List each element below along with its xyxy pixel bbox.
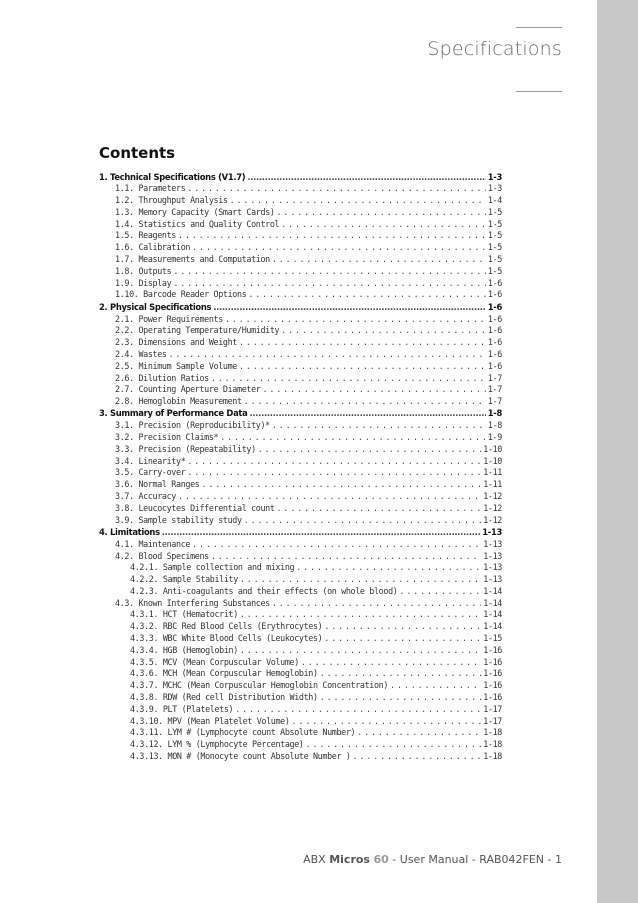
toc-entry-title: 4.3.1. HCT (Hematocrit) — [130, 609, 238, 620]
toc-entry-title: 4.2.1. Sample collection and mixing — [130, 562, 295, 573]
toc-leader-dots — [272, 254, 486, 266]
toc-leader-dots — [353, 751, 482, 763]
toc-entry-title: 4.3.7. MCHC (Mean Corpuscular Hemoglobin Concentration) — [130, 680, 389, 691]
toc-leader-dots — [240, 574, 481, 586]
toc-entry[interactable] — [99, 278, 502, 290]
toc-leader-dots — [173, 278, 486, 290]
toc-entry[interactable] — [99, 751, 502, 763]
toc-page-number: 1-18 — [483, 727, 502, 738]
toc-leader-dots — [306, 739, 482, 751]
toc-page-number: 1-17 — [483, 715, 502, 726]
toc-leader-dots — [211, 373, 486, 385]
toc-entry[interactable] — [99, 680, 502, 692]
toc-page-number: 1-13 — [483, 538, 502, 549]
toc-page-number: 1-10 — [483, 443, 502, 454]
toc-entry-title: 3. Summary of Performance Data — [99, 408, 248, 419]
toc-entry[interactable] — [99, 739, 502, 751]
toc-leader-dots — [258, 444, 481, 456]
toc-entry[interactable] — [99, 195, 502, 207]
toc-entry[interactable] — [99, 574, 502, 586]
toc-entry[interactable] — [99, 586, 502, 598]
toc-entry-title: 1.6. Calibration — [115, 242, 191, 253]
toc-entry-title: 3.4. Linearity* — [115, 455, 186, 466]
toc-leader-dots — [272, 598, 481, 610]
toc-entry[interactable] — [99, 668, 502, 680]
toc-entry-title: 4.3.4. HGB (Hemoglobin) — [130, 644, 238, 655]
toc-entry-title: 4.3.11. LYM # (Lymphocyte count Absolute Number) — [130, 727, 356, 738]
toc-page-number: 1-5 — [487, 265, 502, 276]
toc-entry-title: 2. Physical Specifications — [99, 301, 212, 312]
toc-entry-title: 2.2. Operating Temperature/Humidity — [115, 325, 280, 336]
toc-entry[interactable] — [99, 396, 502, 408]
toc-entry-title: 1. Technical Specifications (V1.7) — [99, 171, 246, 182]
toc-chapter-entry[interactable] — [99, 527, 502, 539]
toc-leader-dots — [162, 527, 480, 539]
toc-leader-dots — [249, 408, 485, 420]
toc-page-number: 1-16 — [483, 644, 502, 655]
header-rule-bottom — [516, 91, 562, 92]
toc-entry-title: 4.3.5. MCV (Mean Corpuscular Volume) — [130, 656, 299, 667]
page-footer — [303, 853, 562, 866]
toc-entry-title: 4.2.2. Sample Stability — [130, 574, 238, 585]
toc-page-number: 1-11 — [483, 467, 502, 478]
toc-entry-title: 1.5. Reagents — [115, 230, 176, 241]
toc-entry-title: 4. Limitations — [99, 526, 160, 537]
toc-entry[interactable] — [99, 562, 502, 574]
toc-leader-dots — [244, 515, 482, 527]
toc-page-number: 1-13 — [483, 574, 502, 585]
toc-page-number: 1-16 — [483, 656, 502, 667]
toc-leader-dots — [281, 325, 486, 337]
toc-entry-title: 3.3. Precision (Repeatability) — [115, 443, 256, 454]
toc-leader-dots — [240, 609, 481, 621]
toc-entry-title: 1.10. Barcode Reader Options — [115, 289, 247, 300]
toc-page-number: 1-3 — [487, 183, 502, 194]
toc-entry[interactable] — [99, 254, 502, 266]
toc-chapter-entry[interactable] — [99, 172, 502, 184]
toc-entry-title: 4.3.6. MCH (Mean Corpuscular Hemoglobin) — [130, 668, 318, 679]
toc-leader-dots — [187, 467, 481, 479]
toc-leader-dots — [225, 314, 486, 326]
toc-page-number: 1-12 — [483, 502, 502, 513]
toc-entry-title: 4.2.3. Anti-coagulants and their effects (on whole blood) — [130, 585, 398, 596]
toc-entry[interactable] — [99, 633, 502, 645]
toc-page-number: 1-14 — [483, 621, 502, 632]
toc-leader-dots — [324, 633, 481, 645]
toc-entry-title: 4.3.9. PLT (Platelets) — [130, 703, 234, 714]
toc-entry[interactable] — [99, 598, 502, 610]
toc-entry[interactable] — [99, 645, 502, 657]
toc-page-number: 1-6 — [487, 277, 502, 288]
toc-entry[interactable] — [99, 314, 502, 326]
toc-page-number: 1-15 — [483, 633, 502, 644]
toc-entry-title: 4.3.10. MPV (Mean Platelet Volume) — [130, 715, 290, 726]
toc-leader-dots — [244, 396, 486, 408]
toc-leader-dots — [201, 479, 481, 491]
toc-page-number: 1-14 — [483, 585, 502, 596]
toc-page-number: 1-5 — [487, 242, 502, 253]
toc-entry-title: 4.3.3. WBC White Blood Cells (Leukocytes) — [130, 633, 323, 644]
toc-entry-title: 4.3.12. LYM % (Lymphocyte Percentage) — [130, 739, 304, 750]
toc-page-number: 1-13 — [482, 526, 502, 537]
toc-entry-title: 3.2. Precision Claims* — [115, 432, 219, 443]
toc-entry[interactable] — [99, 551, 502, 563]
toc-page-number: 1-5 — [487, 230, 502, 241]
footer-brand-name: Micros — [329, 853, 370, 866]
toc-entry-title: 2.6. Dilution Ratios — [115, 372, 209, 383]
toc-page-number: 1-14 — [483, 597, 502, 608]
toc-entry-title: 3.8. Leucocytes Differential count — [115, 502, 275, 513]
toc-entry[interactable] — [99, 491, 502, 503]
toc-entry-title: 3.7. Accuracy — [115, 491, 176, 502]
toc-page-number: 1-5 — [487, 254, 502, 265]
toc-page-number: 1-13 — [483, 562, 502, 573]
toc-chapter-entry[interactable] — [99, 302, 502, 314]
toc-entry-title: 2.5. Minimum Sample Volume — [115, 360, 237, 371]
toc-leader-dots — [230, 195, 486, 207]
toc-page-number: 1-11 — [483, 479, 502, 490]
toc-entry-title: 4.3.2. RBC Red Blood Cells (Erythrocytes) — [130, 621, 323, 632]
toc-entry[interactable] — [99, 361, 502, 373]
toc-entry-title: 2.3. Dimensions and Weight — [115, 337, 237, 348]
toc-leader-dots — [239, 361, 486, 373]
footer-brand-number: 60 — [373, 853, 389, 866]
toc-entry-title: 1.1. Parameters — [115, 183, 186, 194]
toc-leader-dots — [277, 207, 486, 219]
toc-page-number: 1-6 — [487, 348, 502, 359]
toc-page-number: 1-18 — [483, 739, 502, 750]
toc-entry[interactable] — [99, 704, 502, 716]
toc-leader-dots — [239, 337, 486, 349]
toc-page-number: 1-6 — [487, 337, 502, 348]
toc-entry-title: 3.9. Sample stability study — [115, 514, 242, 525]
toc-page-number: 1-9 — [487, 432, 502, 443]
toc-entry[interactable] — [99, 515, 502, 527]
header-rule-top — [516, 27, 562, 28]
toc-entry[interactable] — [99, 479, 502, 491]
toc-leader-dots — [213, 302, 486, 314]
toc-entry[interactable] — [99, 621, 502, 633]
footer-manual-ref: - User Manual - RAB042FEN - 1 — [392, 853, 562, 866]
toc-page-number: 1-14 — [483, 609, 502, 620]
toc-entry[interactable] — [99, 716, 502, 728]
toc-entry[interactable] — [99, 183, 502, 195]
toc-page-number: 1-7 — [487, 384, 502, 395]
toc-leader-dots — [292, 716, 482, 728]
footer-brand-prefix: ABX — [303, 853, 326, 866]
toc-entry[interactable] — [99, 373, 502, 385]
toc-entry[interactable] — [99, 242, 502, 254]
toc-leader-dots — [320, 692, 482, 704]
toc-leader-dots — [220, 432, 486, 444]
toc-entry[interactable] — [99, 337, 502, 349]
toc-leader-dots — [173, 266, 486, 278]
toc-leader-dots — [178, 230, 486, 242]
toc-entry[interactable] — [99, 384, 502, 396]
toc-entry-title: 4.3.13. MON # (Monocyte count Absolute Number ) — [130, 751, 351, 762]
toc-leader-dots — [324, 621, 481, 633]
toc-page-number: 1-17 — [483, 703, 502, 714]
toc-leader-dots — [211, 551, 481, 563]
toc-entry-title: 4.3. Known Interfering Substances — [115, 597, 270, 608]
toc-page-number: 1-12 — [483, 491, 502, 502]
toc-entry-title: 1.2. Throughput Analysis — [115, 195, 228, 206]
toc-page-number: 1-7 — [487, 396, 502, 407]
toc-entry[interactable] — [99, 325, 502, 337]
toc-entry-title: 2.4. Wastes — [115, 348, 167, 359]
toc-entry[interactable] — [99, 432, 502, 444]
toc-leader-dots — [390, 680, 481, 692]
toc-entry[interactable] — [99, 467, 502, 479]
toc-entry-title: 4.3.8. RDW (Red cell Distribution Width) — [130, 692, 318, 703]
toc-leader-dots — [357, 727, 481, 739]
toc-leader-dots — [169, 349, 486, 361]
toc-page-number: 1-6 — [487, 360, 502, 371]
toc-entry[interactable] — [99, 727, 502, 739]
toc-entry[interactable] — [99, 219, 502, 231]
contents-heading: Contents — [99, 144, 176, 162]
toc-leader-dots — [296, 562, 481, 574]
toc-leader-dots — [240, 645, 481, 657]
table-of-contents — [99, 171, 502, 763]
toc-leader-dots — [247, 172, 485, 184]
toc-page-number: 1-12 — [483, 514, 502, 525]
toc-entry-title: 1.9. Display — [115, 277, 172, 288]
toc-page-number: 1-8 — [487, 420, 502, 431]
toc-entry[interactable] — [99, 456, 502, 468]
toc-page-number: 1-3 — [487, 171, 502, 182]
toc-entry-title: 1.8. Outputs — [115, 265, 172, 276]
toc-entry-title: 2.8. Hemoglobin Measurement — [115, 396, 242, 407]
toc-entry[interactable] — [99, 503, 502, 515]
toc-leader-dots — [281, 219, 486, 231]
toc-page-number: 1-16 — [483, 680, 502, 691]
toc-leader-dots — [277, 503, 482, 515]
toc-entry[interactable] — [99, 609, 502, 621]
toc-page-number: 1-4 — [487, 195, 502, 206]
toc-entry-title: 4.1. Maintenance — [115, 538, 191, 549]
toc-page-number: 1-5 — [487, 206, 502, 217]
toc-page-number: 1-16 — [483, 668, 502, 679]
toc-entry[interactable] — [99, 349, 502, 361]
toc-entry[interactable] — [99, 444, 502, 456]
toc-page-number: 1-6 — [487, 313, 502, 324]
toc-entry-title: 2.1. Power Requirements — [115, 313, 223, 324]
toc-page-number: 1-6 — [487, 325, 502, 336]
section-title: Specifications — [427, 38, 562, 60]
toc-entry[interactable] — [99, 207, 502, 219]
toc-entry-title: 1.7. Measurements and Computation — [115, 254, 270, 265]
toc-leader-dots — [192, 539, 481, 551]
toc-entry[interactable] — [99, 289, 502, 301]
toc-leader-dots — [235, 704, 481, 716]
toc-leader-dots — [399, 586, 481, 598]
toc-leader-dots — [248, 289, 486, 301]
toc-page-number: 1-8 — [487, 408, 502, 419]
toc-entry[interactable] — [99, 266, 502, 278]
toc-entry-title: 4.2. Blood Specimens — [115, 550, 209, 561]
toc-page-number: 1-6 — [487, 289, 502, 300]
toc-leader-dots — [187, 456, 481, 468]
toc-entry[interactable] — [99, 420, 502, 432]
toc-leader-dots — [301, 657, 481, 669]
toc-entry[interactable] — [99, 230, 502, 242]
toc-entry-title: 3.6. Normal Ranges — [115, 479, 200, 490]
toc-entry[interactable] — [99, 692, 502, 704]
toc-page-number: 1-18 — [483, 751, 502, 762]
toc-leader-dots — [262, 384, 485, 396]
toc-page-number: 1-13 — [483, 550, 502, 561]
toc-leader-dots — [272, 420, 486, 432]
page-edge-tab — [597, 0, 638, 903]
toc-entry[interactable] — [99, 539, 502, 551]
toc-chapter-entry[interactable] — [99, 408, 502, 420]
toc-entry-title: 3.5. Carry-over — [115, 467, 186, 478]
toc-page-number: 1-6 — [487, 301, 502, 312]
toc-leader-dots — [192, 242, 486, 254]
toc-entry-title: 3.1. Precision (Reproducibility)* — [115, 420, 270, 431]
toc-entry-title: 2.7. Counting Aperture Diameter — [115, 384, 261, 395]
toc-entry-title: 1.3. Memory Capacity (Smart Cards) — [115, 206, 275, 217]
toc-entry-title: 1.4. Statistics and Quality Control — [115, 218, 280, 229]
toc-entry[interactable] — [99, 657, 502, 669]
toc-leader-dots — [187, 183, 486, 195]
toc-page-number: 1-5 — [487, 218, 502, 229]
toc-page-number: 1-16 — [483, 692, 502, 703]
toc-page-number: 1-7 — [487, 372, 502, 383]
toc-page-number: 1-10 — [483, 455, 502, 466]
toc-leader-dots — [178, 491, 481, 503]
toc-leader-dots — [320, 668, 482, 680]
